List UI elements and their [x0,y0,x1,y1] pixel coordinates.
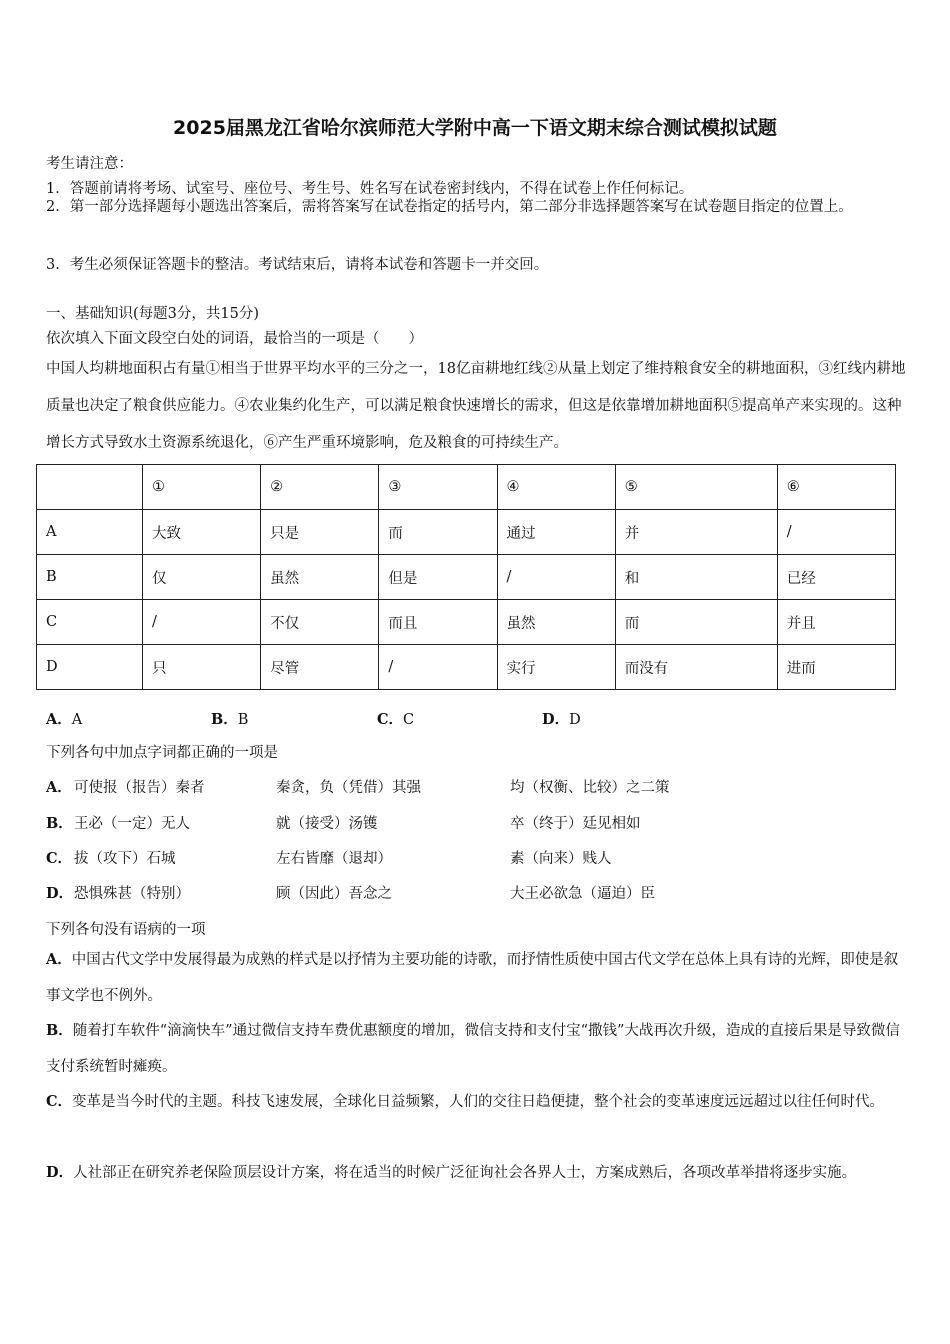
choice-label: A． [46,779,72,796]
choice-label: D． [542,711,570,728]
table-cell: D [37,645,143,690]
table-cell: 实行 [497,645,615,690]
q2-choice-b[interactable] [46,812,906,834]
table-row [37,555,896,600]
q1-prompt: 依次填入下面文段空白处的词语，最恰当的一项是（ ） [46,331,423,347]
table-cell: 虽然 [497,600,615,645]
table-cell: A [37,510,143,555]
choice-text: 变革是当今时代的主题。科技飞速发展，全球化日益频繁，人们的交往日趋便捷，整个社会的变革速度远远超过以往任何时代。 [72,1094,885,1110]
table-cell: 已经 [777,555,895,600]
section-heading: 一、基础知识(每题3分，共15分) [46,306,259,322]
q1-passage: 中国人均耕地面积占有量①相当于世界平均水平的三分之一，18亿亩耕地红线②从量上划定了维持粮食安全的耕地面积，③红线内耕地质量也决定了粮食供应能力。④农业集约化生产，可以满足粮食快速增长的需求，但这是依靠增加耕地面积⑤提高单产来实现的。这种增长方式导致水土资源系统退化，⑥产生严重环境影响，危及粮食的可持续生产。 [46,361,906,451]
table-row [37,645,896,690]
q2-choice-c[interactable] [46,847,906,869]
table-cell: C [37,600,143,645]
table-cell [37,465,143,510]
choice-col-2: 顾（因此）吾念之 [276,886,392,902]
choice-d[interactable] [542,708,581,729]
choice-label: C． [46,1093,73,1110]
choice-col-1: 王必（一定）无人 [74,816,190,832]
notice-item-2: 2．第一部分选择题每小题选出答案后，需将答案写在试卷指定的括号内，第二部分非选择题答案写在试卷题目指定的位置上。 [46,199,853,215]
choice-label: C． [46,850,73,867]
choice-text: B [237,712,249,728]
table-cell: B [37,555,143,600]
table-cell: 和 [615,555,777,600]
table-cell: 不仅 [261,600,379,645]
choice-a[interactable] [46,708,82,729]
choice-col-3: 均（权衡、比较）之二策 [510,780,670,796]
q3-choice-a[interactable] [46,942,906,1014]
choice-text: D [569,712,581,728]
choice-label: A． [46,951,72,968]
choice-label: B． [46,1022,73,1039]
table-header-row [37,465,896,510]
choice-label: D． [46,1164,74,1181]
choice-label: D． [46,885,74,902]
choice-col-1: 恐惧殊甚（特别） [74,886,190,902]
notice-item-3: 3．考生必须保证答题卡的整洁。考试结束后，请将本试卷和答题卡一并交回。 [46,257,549,273]
table-cell: 但是 [379,555,497,600]
q2-choice-d[interactable] [46,882,906,904]
table-cell: 通过 [497,510,615,555]
choice-text: 人社部正在研究养老保险顶层设计方案，将在适当的时候广泛征询社会各界人士，方案成熟后，各项改革举措将逐步实施。 [73,1165,857,1181]
table-row [37,600,896,645]
q3-choice-d[interactable] [46,1155,906,1191]
table-cell: / [143,600,261,645]
table-cell: 而 [379,510,497,555]
table-cell: ④ [497,465,615,510]
choice-label: C． [377,711,404,728]
page-title: 2025届黑龙江省哈尔滨师范大学附中高一下语文期末综合测试模拟试题 [173,117,777,139]
table-cell: ⑥ [777,465,895,510]
choice-col-2: 左右皆靡（退却） [276,851,392,867]
q2-choice-a[interactable] [46,776,906,798]
choice-col-3: 卒（终于）廷见相如 [510,816,641,832]
table-cell: 只 [143,645,261,690]
choice-text: C [403,712,415,728]
choice-col-1: 拔（攻下）石城 [74,851,176,867]
choice-label: B． [211,711,238,728]
q3-prompt: 下列各句没有语病的一项 [46,922,206,938]
choice-label: B． [46,815,73,832]
table-cell: 虽然 [261,555,379,600]
q3-choice-c[interactable] [46,1084,906,1120]
choice-b[interactable] [211,708,248,729]
table-cell: 而 [615,600,777,645]
table-cell: / [497,555,615,600]
q3-choice-b[interactable] [46,1013,906,1085]
table-cell: ③ [379,465,497,510]
choice-text: A [71,712,83,728]
notice-heading: 考生请注意： [46,156,133,172]
notice-item-1: 1．答题前请将考场、试室号、座位号、考生号、姓名写在试卷密封线内，不得在试卷上作任何标记。 [46,181,694,197]
choice-label: A． [46,711,72,728]
table-cell: 而没有 [615,645,777,690]
table-cell: 并 [615,510,777,555]
table-cell: 大致 [143,510,261,555]
table-cell: 尽管 [261,645,379,690]
table-cell: ① [143,465,261,510]
table-cell: 只是 [261,510,379,555]
choice-col-3: 大王必欲急（逼迫）臣 [510,886,655,902]
table-cell: 并且 [777,600,895,645]
choice-text: 随着打车软件“滴滴快车”通过微信支持车费优惠额度的增加，微信支持和支付宝“撒钱”大战再次升级，造成的直接后果是导致微信支付系统暂时瘫痪。 [46,1023,900,1075]
table-row [37,510,896,555]
table-cell: 仅 [143,555,261,600]
q2-prompt: 下列各句中加点字词都正确的一项是 [46,745,278,761]
q1-options-table [36,464,896,690]
table-cell: ② [261,465,379,510]
table-cell: / [777,510,895,555]
choice-col-3: 素（向来）贱人 [510,851,612,867]
table-cell: ⑤ [615,465,777,510]
choice-col-1: 可使报（报告）秦者 [74,780,205,796]
choice-text: 中国古代文学中发展得最为成熟的样式是以抒情为主要功能的诗歌，而抒情性质使中国古代文学在总体上具有诗的光辉，即使是叙事文学也不例外。 [46,952,899,1004]
table-cell: 而且 [379,600,497,645]
table-cell: / [379,645,497,690]
choice-col-2: 秦贪，负（凭借）其强 [276,780,421,796]
choice-c[interactable] [377,708,414,729]
table-cell: 进而 [777,645,895,690]
choice-col-2: 就（接受）汤镬 [276,816,378,832]
